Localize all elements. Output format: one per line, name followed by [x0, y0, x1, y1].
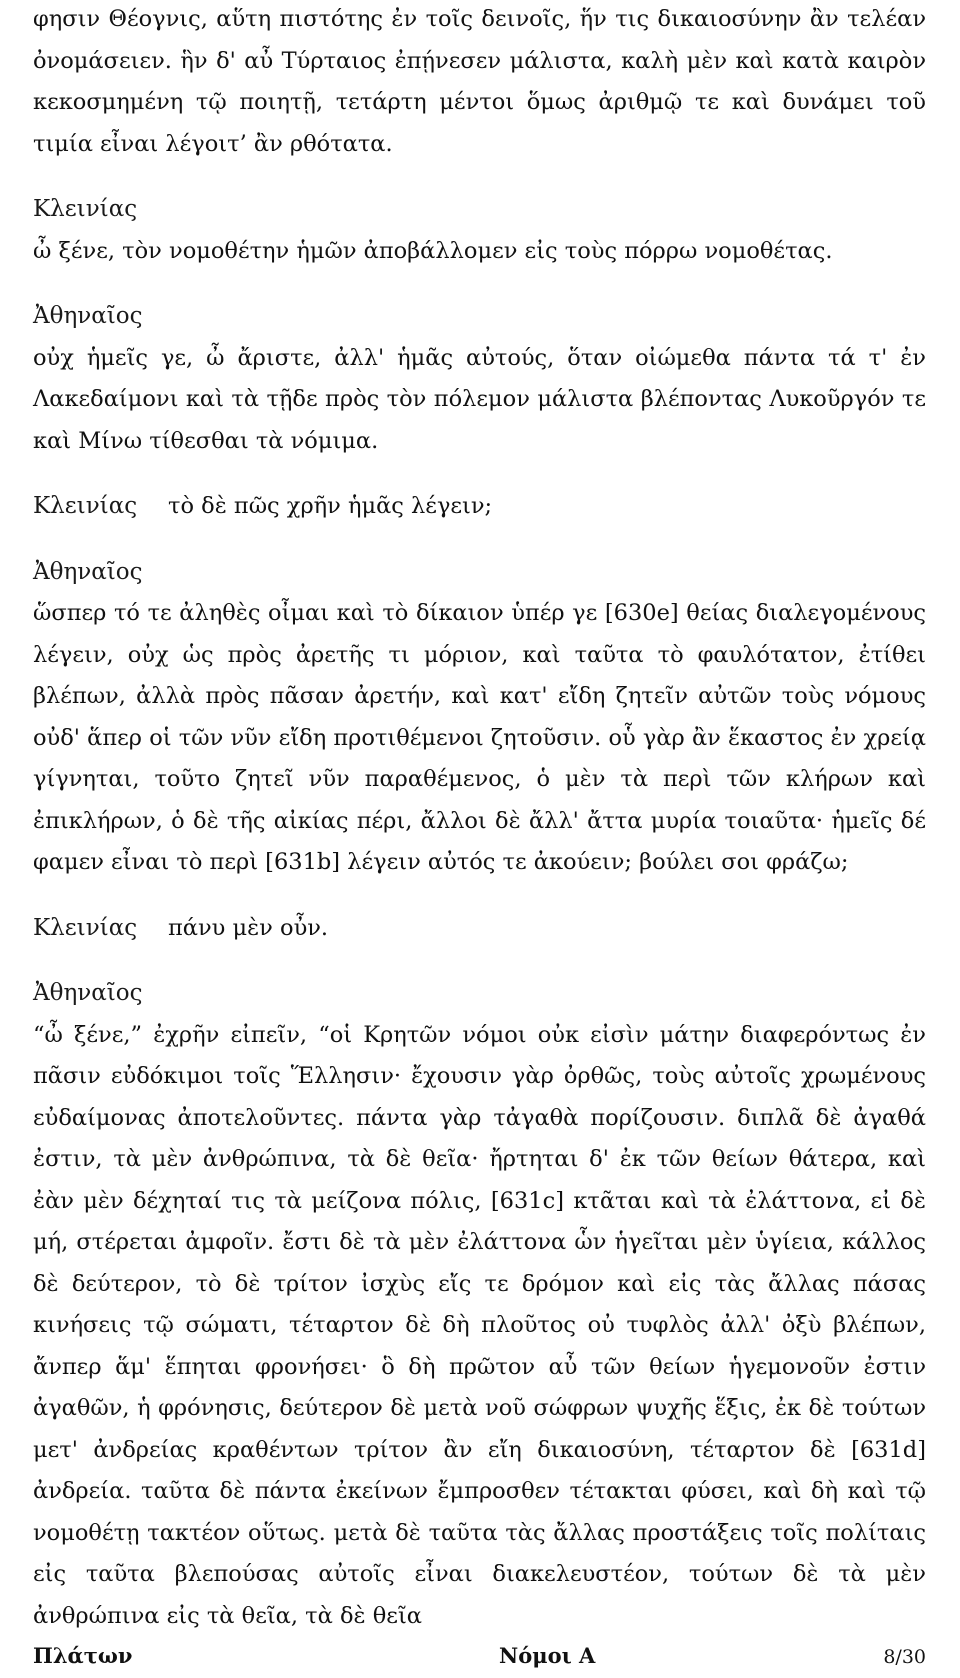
speaker-label: Ἀθηναῖος: [33, 303, 143, 329]
speaker-label: Ἀθηναῖος: [33, 980, 143, 1006]
speaker-label: Κλεινίας: [33, 493, 138, 519]
speech-inline: [33, 908, 926, 950]
speaker-label: Ἀθηναῖος: [33, 558, 143, 585]
document-body: [33, 0, 926, 1637]
paragraph-continuation: φησιν Θέογνις, αὕτη πιστότης ἐν τοῖς δεινοῖς, ἥν τις δικαιοσύνην ἂν τελέαν ὀνομάσειεν. ἣν δ' αὖ Τύρταιος ἐπῄνεσεν μάλιστα, καλὴ μὲν καὶ κατὰ καιρὸν κεκοσμημένη τῷ ποιητῇ, τετάρτη μέντοι ὅμως ἀριθμῷ τε καὶ δυνάμει τοῦ τιμία εἶναι λέγοιτ’ ἂν ρθότατα.: [33, 6, 926, 157]
page-number: 8/30: [883, 1646, 926, 1668]
speech-inline: [33, 486, 926, 528]
speech-paragraph: τὸ δὲ πῶς χρῆν ἡμᾶς λέγειν;: [168, 493, 493, 519]
footer-title: Νόμοι Α: [499, 1643, 596, 1668]
speech-paragraph: ὥσπερ τό τε ἀληθὲς οἶμαι καὶ τὸ δίκαιον ὑπέρ γε [630e] θείας διαλεγομένους λέγειν, οὐχ ὡς πρὸς ἀρετῆς τι μόριον, καὶ ταῦτα τὸ φαυλότατον, ἐτίθει βλέπων, ἀλλὰ πρὸς πᾶσαν ἀρετήν, καὶ κατ' εἴδη ζητεῖν αὐτῶν τοὺς νόμους οὐδ' ἅπερ οἱ τῶν νῦν εἴδη προτιθέμενοι ζητοῦσιν. οὗ γὰρ ἂν ἕκαστος ἐν χρείᾳ γίγνηται, τοῦτο ζητεῖ νῦν παραθέμενος, ὁ μὲν τὰ περὶ τῶν κλήρων καὶ ἐπικλήρων, ὁ δὲ τῆς αἰκίας πέρι, ἄλλοι δὲ ἄλλ' ἄττα μυρία τοιαῦτα· ἡμεῖς δέ φαμεν εἶναι τὸ περὶ [631b] λέγειν αὐτός τε ἀκούειν; βούλει σοι φράζω;: [33, 600, 926, 875]
speech-paragraph: πάνυ μὲν οὖν.: [168, 914, 329, 941]
speech-paragraph: ὦ ξένε, τὸν νομοθέτην ἡμῶν ἀποβάλλομεν εἰς τοὺς πόρρω νομοθέτας.: [33, 237, 833, 264]
page-footer: [33, 1643, 926, 1668]
speaker-label: Κλεινίας: [33, 196, 138, 222]
speech-paragraph: “ὦ ξένε,” ἐχρῆν εἰπεῖν, “οἱ Κρητῶν νόμοι οὐκ εἰσὶν μάτην διαφερόντως ἐν πᾶσιν εὐδόκιμοι τοῖς Ἕλλησιν· ἔχουσιν γὰρ ὀρθῶς, τοὺς αὐτοῖς χρωμένους εὐδαίμονας ἀποτελοῦντες. πάντα γὰρ τἀγαθὰ πορίζουσιν. διπλᾶ δὲ ἀγαθά ἐστιν, τὰ μὲν ἀνθρώπινα, τὰ δὲ θεῖα· ἤρτηται δ' ἐκ τῶν θείων θάτερα, καὶ ἐὰν μὲν δέχηταί τις τὰ μείζονα πόλις, [631c] κτᾶται καὶ τὰ ἐλάττονα, εἰ δὲ μή, στέρεται ἀμφοῖν. ἔστι δὲ τὰ μὲν ἐλάττονα ὧν ἡγεῖται μὲν ὑγίεια, κάλλος δὲ δεύτερον, τὸ δὲ τρίτον ἰσχὺς εἴς τε δρόμον καὶ εἰς τὰς ἄλλας πάσας κινήσεις τῷ σώματι, τέταρτον δὲ δὴ πλοῦτος οὐ τυφλὸς ἀλλ' ὀξὺ βλέπων, ἄνπερ ἅμ' ἕπηται φρονήσει· ὃ δὴ πρῶτον αὖ τῶν θείων ἡγεμονοῦν ἐστιν ἀγαθῶν, ἡ φρόνησις, δεύτερον δὲ μετὰ νοῦ σώφρων ψυχῆς ἕξις, ἐκ δὲ τούτων μετ' ἀνδρείας κραθέντων τρίτον ἂν εἴη δικαιοσύνη, τέταρτον δὲ [631d] ἀνδρεία. ταῦτα δὲ πάντα ἐκείνων ἔμπροσθεν τέτακται φύσει, καὶ δὴ καὶ τῷ νομοθέτῃ τακτέον οὕτως. μετὰ δὲ ταῦτα τὰς ἄλλας προστάξεις τοῖς πολίταις εἰς ταῦτα βλεπούσας αὐτοῖς εἶναι διακελευστέον, τούτων δὲ τὰ μὲν ἀνθρώπινα εἰς τὰ θεῖα, τὰ δὲ θεῖα: [33, 1021, 926, 1629]
footer-author: Πλάτων: [33, 1643, 133, 1668]
speech-paragraph: οὐχ ἡμεῖς γε, ὦ ἄριστε, ἀλλ' ἡμᾶς αὐτούς, ὅταν οἰώμεθα πάντα τά τ' ἐν Λακεδαίμονι καὶ τὰ τῇδε πρὸς τὸν πόλεμον μάλιστα βλέποντας Λυκοῦργόν τε καὶ Μίνω τίθεσθαι τὰ νόμιμα.: [33, 344, 926, 454]
speaker-label: Κλεινίας: [33, 914, 138, 941]
